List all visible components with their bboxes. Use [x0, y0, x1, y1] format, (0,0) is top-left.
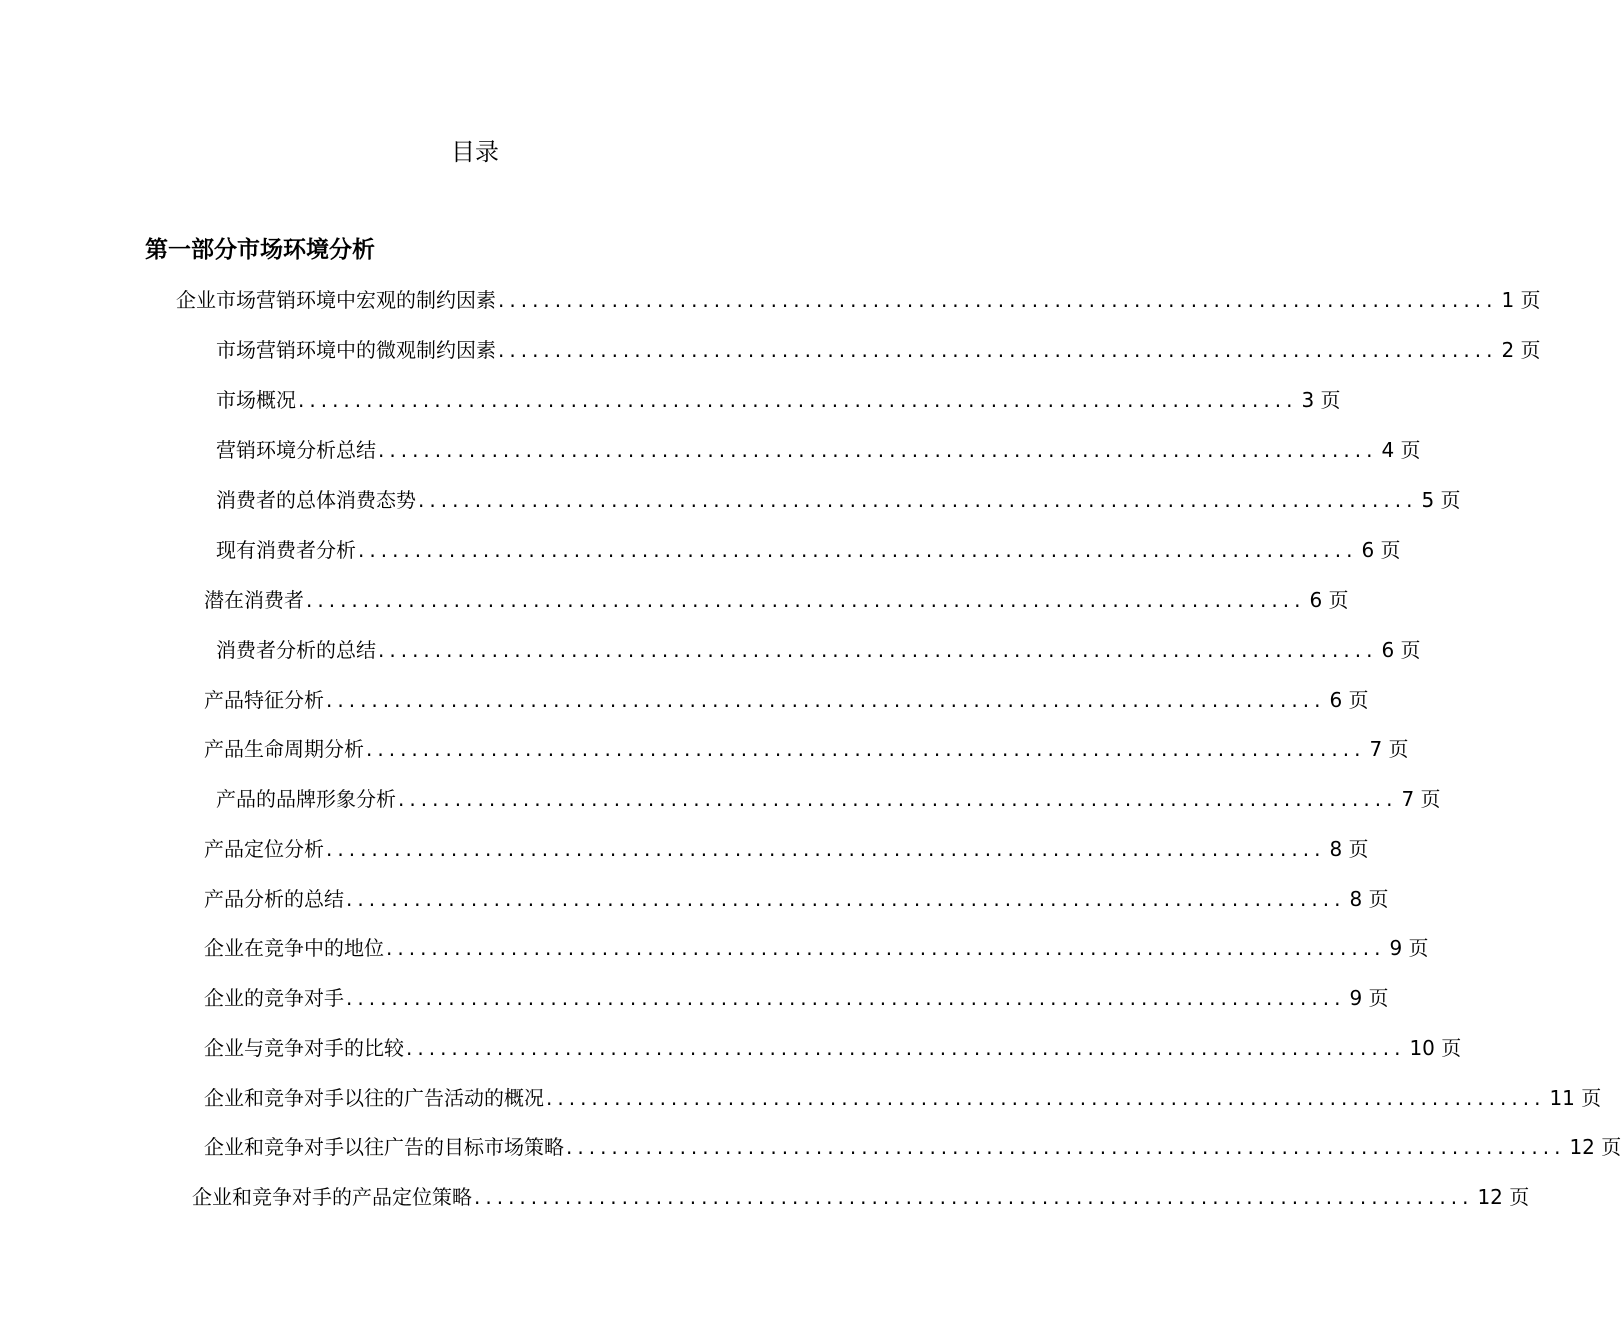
dot-leader: ........................................................................................ — [406, 1036, 1406, 1060]
toc-entry — [216, 325, 1541, 375]
dot-leader: ........................................................................................ — [346, 986, 1346, 1010]
section-heading: 第一部分市场环境分析 — [145, 237, 375, 263]
toc-entry — [216, 375, 1341, 425]
toc-entry — [204, 1023, 1462, 1073]
toc-entry-page: 7 页 — [1369, 737, 1409, 761]
toc-entry — [204, 575, 1349, 625]
toc-entry-label: 产品特征分析 — [204, 688, 324, 712]
dot-leader: ........................................................................................ — [398, 787, 1398, 811]
toc-entry — [204, 824, 1369, 874]
toc-entry — [204, 973, 1389, 1023]
dot-leader: ........................................................................................ — [474, 1185, 1474, 1209]
dot-leader: ........................................................................................ — [418, 488, 1418, 512]
dot-leader: ........................................................................................ — [298, 388, 1298, 412]
dot-leader: ........................................................................................ — [306, 588, 1306, 612]
toc-entry-page: 9 页 — [1389, 936, 1429, 960]
dot-leader: ........................................................................................ — [378, 638, 1378, 662]
toc-entry-page: 6 页 — [1329, 688, 1369, 712]
dot-leader: ........................................................................................ — [378, 438, 1378, 462]
toc-entry — [204, 724, 1409, 774]
toc-entry-label: 产品定位分析 — [204, 837, 324, 861]
toc-entry-label: 现有消费者分析 — [216, 538, 356, 562]
toc-entry — [216, 625, 1421, 675]
toc-entry-page: 3 页 — [1301, 388, 1341, 412]
toc-entry-label: 潜在消费者 — [204, 588, 304, 612]
toc-entry-page: 7 页 — [1401, 787, 1441, 811]
toc-entry — [216, 774, 1441, 824]
toc-entry-page: 10 页 — [1409, 1036, 1462, 1060]
toc-entry — [216, 425, 1421, 475]
toc-entry-page: 5 页 — [1421, 488, 1461, 512]
toc-entry-label: 企业和竞争对手的产品定位策略 — [192, 1185, 472, 1209]
dot-leader: ........................................................................................ — [326, 837, 1326, 861]
toc-entry-label: 市场营销环境中的微观制约因素 — [216, 338, 496, 362]
toc-entry-label: 市场概况 — [216, 388, 296, 412]
toc-entry-page: 2 页 — [1501, 338, 1541, 362]
toc-entry-page: 1 页 — [1501, 288, 1541, 312]
dot-leader: ........................................................................................ — [498, 338, 1498, 362]
dot-leader: ........................................................................................ — [366, 737, 1366, 761]
toc-entry-label: 企业市场营销环境中宏观的制约因素 — [176, 288, 496, 312]
dot-leader: ........................................................................................ — [498, 288, 1498, 312]
toc-title: 目录 — [451, 138, 499, 166]
dot-leader: ........................................................................................ — [546, 1086, 1546, 1110]
toc-entry-label: 产品分析的总结 — [204, 887, 344, 911]
toc-entry-label: 企业的竞争对手 — [204, 986, 344, 1010]
toc-entry-label: 产品的品牌形象分析 — [216, 787, 396, 811]
toc-entry-page: 6 页 — [1381, 638, 1421, 662]
toc-entry-label: 企业和竞争对手以往广告的目标市场策略 — [204, 1135, 564, 1159]
toc-entry-page: 12 页 — [1569, 1135, 1621, 1159]
toc-entry-page: 12 页 — [1477, 1185, 1530, 1209]
toc-entry — [216, 525, 1401, 575]
toc-entry — [204, 1073, 1602, 1123]
toc-entry — [204, 874, 1389, 924]
toc-entry — [216, 475, 1461, 525]
dot-leader: ........................................................................................ — [326, 688, 1326, 712]
dot-leader: ........................................................................................ — [346, 887, 1346, 911]
toc-entry-page: 6 页 — [1361, 538, 1401, 562]
toc-entry — [204, 675, 1369, 725]
toc-entry-page: 4 页 — [1381, 438, 1421, 462]
toc-entry-page: 9 页 — [1349, 986, 1389, 1010]
toc-entry-page: 6 页 — [1309, 588, 1349, 612]
toc-entry-label: 消费者分析的总结 — [216, 638, 376, 662]
toc-entry-label: 产品生命周期分析 — [204, 737, 364, 761]
toc-entry-page: 8 页 — [1329, 837, 1369, 861]
toc-entry — [204, 923, 1429, 973]
toc-entry-label: 企业与竞争对手的比较 — [204, 1036, 404, 1060]
toc-entry-page: 11 页 — [1549, 1086, 1602, 1110]
dot-leader: ........................................................................................ — [386, 936, 1386, 960]
toc-entry — [204, 1122, 1621, 1172]
dot-leader: ........................................................................................ — [358, 538, 1358, 562]
toc-entry-label: 消费者的总体消费态势 — [216, 488, 416, 512]
toc-entry-label: 企业在竞争中的地位 — [204, 936, 384, 960]
toc-entry-page: 8 页 — [1349, 887, 1389, 911]
toc-entry — [192, 1172, 1530, 1222]
toc-entry-label: 企业和竞争对手以往的广告活动的概况 — [204, 1086, 544, 1110]
toc-entry-label: 营销环境分析总结 — [216, 438, 376, 462]
dot-leader: ........................................................................................ — [566, 1135, 1566, 1159]
toc-entry — [176, 275, 1541, 325]
